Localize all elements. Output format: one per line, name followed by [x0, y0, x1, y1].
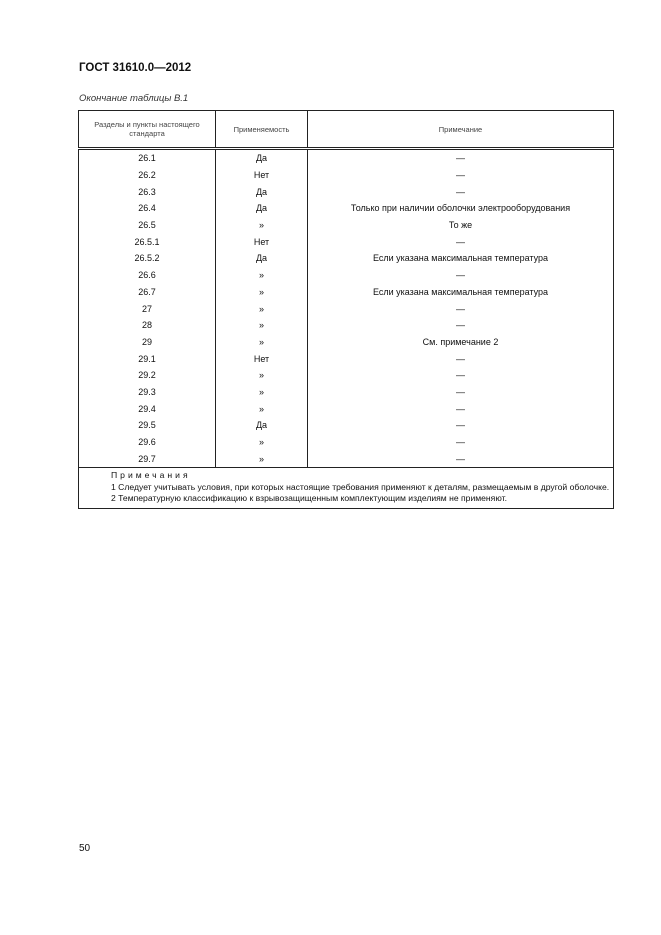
document-header: ГОСТ 31610.0—2012 — [79, 62, 192, 74]
cell-section: 29.6 — [79, 434, 216, 451]
table-row — [79, 400, 614, 417]
cell-section: 26.1 — [79, 149, 216, 167]
table-row — [79, 317, 614, 334]
cell-applicability: Да — [216, 149, 308, 167]
cell-applicability: » — [216, 367, 308, 384]
table-row — [79, 183, 614, 200]
cell-applicability: » — [216, 384, 308, 401]
cell-section: 26.2 — [79, 167, 216, 184]
cell-note: — — [308, 167, 614, 184]
cell-note: То же — [308, 217, 614, 234]
table-row — [79, 350, 614, 367]
cell-section: 26.3 — [79, 183, 216, 200]
cell-section: 26.5 — [79, 217, 216, 234]
note-1: 1 Следует учитывать условия, при которых настоящие требования применяют к деталям, размещаемым в другой оболочке. — [111, 481, 610, 492]
cell-section: 29.7 — [79, 450, 216, 467]
cell-note: — — [308, 400, 614, 417]
page-number: 50 — [79, 843, 91, 854]
table-row — [79, 417, 614, 434]
table-row — [79, 200, 614, 217]
cell-note: Только при наличии оболочки электрооборудования — [308, 200, 614, 217]
column-header-sections: Разделы и пункты настоящего стандарта — [79, 111, 216, 149]
table-row — [79, 217, 614, 234]
cell-applicability: Нет — [216, 233, 308, 250]
cell-section: 29.4 — [79, 400, 216, 417]
note-2: 2 Температурную классификацию к взрывозащищенным комплектующим изделиям не применяют. — [111, 493, 507, 504]
cell-applicability: Нет — [216, 167, 308, 184]
cell-applicability: » — [216, 317, 308, 334]
cell-note: Если указана максимальная температура — [308, 284, 614, 301]
cell-applicability: Да — [216, 200, 308, 217]
table-notes — [79, 468, 614, 509]
applicability-table — [78, 110, 614, 509]
cell-applicability: » — [216, 400, 308, 417]
notes-title: Примечания — [111, 470, 191, 481]
cell-note: — — [308, 317, 614, 334]
cell-note: — — [308, 300, 614, 317]
cell-applicability: » — [216, 300, 308, 317]
cell-section: 26.6 — [79, 267, 216, 284]
cell-section: 29.2 — [79, 367, 216, 384]
cell-note: — — [308, 267, 614, 284]
cell-section: 26.7 — [79, 284, 216, 301]
cell-note: — — [308, 350, 614, 367]
cell-applicability: » — [216, 267, 308, 284]
cell-note: — — [308, 450, 614, 467]
table-row — [79, 149, 614, 167]
column-header-applicability: Применяемость — [216, 111, 308, 149]
cell-section: 29 — [79, 334, 216, 351]
cell-section: 26.5.1 — [79, 233, 216, 250]
cell-note: — — [308, 417, 614, 434]
cell-applicability: » — [216, 284, 308, 301]
cell-section: 28 — [79, 317, 216, 334]
cell-note: — — [308, 367, 614, 384]
cell-applicability: » — [216, 434, 308, 451]
cell-note: — — [308, 149, 614, 167]
table-row — [79, 267, 614, 284]
table-row — [79, 367, 614, 384]
cell-section: 26.4 — [79, 200, 216, 217]
cell-applicability: » — [216, 450, 308, 467]
table-row — [79, 334, 614, 351]
table-row — [79, 450, 614, 467]
cell-applicability: Нет — [216, 350, 308, 367]
table-row — [79, 167, 614, 184]
cell-note: Если указана максимальная температура — [308, 250, 614, 267]
cell-applicability: Да — [216, 250, 308, 267]
cell-applicability: Да — [216, 417, 308, 434]
cell-section: 29.1 — [79, 350, 216, 367]
table-row — [79, 384, 614, 401]
cell-section: 26.5.2 — [79, 250, 216, 267]
table-row — [79, 233, 614, 250]
cell-note: См. примечание 2 — [308, 334, 614, 351]
cell-applicability: Да — [216, 183, 308, 200]
table-row — [79, 434, 614, 451]
cell-note: — — [308, 233, 614, 250]
cell-applicability: » — [216, 217, 308, 234]
table-row — [79, 284, 614, 301]
table-caption: Окончание таблицы В.1 — [79, 93, 189, 104]
cell-note: — — [308, 384, 614, 401]
table-row — [79, 300, 614, 317]
cell-applicability: » — [216, 334, 308, 351]
cell-note: — — [308, 183, 614, 200]
table-row — [79, 250, 614, 267]
column-header-note: Примечание — [308, 111, 614, 149]
cell-section: 29.5 — [79, 417, 216, 434]
cell-note: — — [308, 434, 614, 451]
cell-section: 27 — [79, 300, 216, 317]
cell-section: 29.3 — [79, 384, 216, 401]
